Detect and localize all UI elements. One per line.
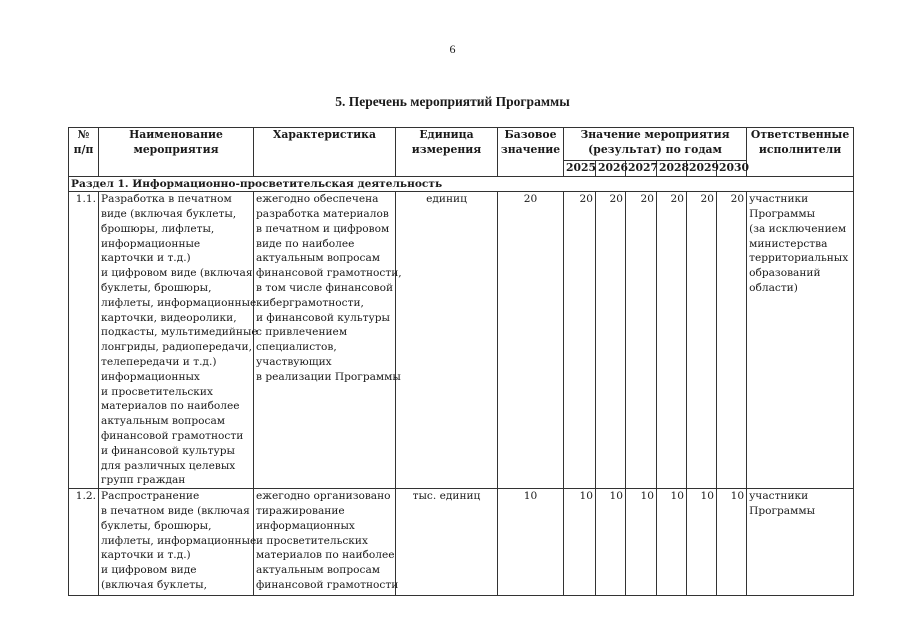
row-value-2027: 20 — [626, 192, 657, 489]
row-value-2028: 20 — [657, 192, 687, 489]
row-value-2029: 10 — [687, 489, 717, 596]
program-activities-table — [68, 127, 854, 596]
row-value-2025: 10 — [564, 489, 596, 596]
header-year: 2028 — [657, 161, 687, 177]
row-name: Распространение в печатном виде (включая буклеты, брошюры, лифлеты, информационные карточки и т.д.) и цифровом виде (включая буклеты, — [99, 489, 254, 596]
page-title: 5. Перечень мероприятий Программы — [335, 94, 570, 109]
row-value-2030: 10 — [717, 489, 747, 596]
row-value-2026: 20 — [596, 192, 626, 489]
row-base-value: 10 — [498, 489, 564, 596]
row-value-2025: 20 — [564, 192, 596, 489]
header-year: 2029 — [687, 161, 717, 177]
header-name: Наименование мероприятия — [99, 128, 254, 177]
page-number: 6 — [449, 42, 456, 56]
header-year: 2027 — [626, 161, 657, 177]
row-value-2028: 10 — [657, 489, 687, 596]
header-year: 2026 — [596, 161, 626, 177]
header-num: № п/п — [69, 128, 99, 177]
header-responsible: Ответственные исполнители — [747, 128, 854, 177]
table-row — [69, 192, 854, 489]
row-value-2029: 20 — [687, 192, 717, 489]
header-base-value: Базовое значение — [498, 128, 564, 177]
row-characteristic: ежегодно обеспечена разработка материалов в печатном и цифровом виде по наиболее актуальным вопросам финансовой грамотности, в том числе финансовой киберграмотности, и финансовой культуры с привлечением специалистов, участвующих в реализации Программы — [254, 192, 396, 489]
header-year: 2025 — [564, 161, 596, 177]
row-num: 1.2. — [69, 489, 99, 596]
row-value-2027: 10 — [626, 489, 657, 596]
row-unit: единиц — [396, 192, 498, 489]
row-name: Разработка в печатном виде (включая буклеты, брошюры, лифлеты, информационные карточки и т.д.) и цифровом виде (включая буклеты, брошюры, лифлеты, информационные карточки, видеоролики, подкасты, мультимедийные лонгриды, радиопередачи, телепередачи и т.д.) информационных и просветительских материалов по наиболее актуальным вопросам финансовой грамотности и финансовой культуры для различных целевых групп граждан — [99, 192, 254, 489]
header-year: 2030 — [717, 161, 747, 177]
table-row — [69, 489, 854, 596]
row-value-2026: 10 — [596, 489, 626, 596]
row-base-value: 20 — [498, 192, 564, 489]
header-unit: Единица измерения — [396, 128, 498, 177]
row-unit: тыс. единиц — [396, 489, 498, 596]
row-num: 1.1. — [69, 192, 99, 489]
header-values-by-year: Значение мероприятия (результат) по годам — [564, 128, 747, 161]
section-heading: Раздел 1. Информационно-просветительская деятельность — [69, 176, 854, 192]
header-characteristic: Характеристика — [254, 128, 396, 177]
row-characteristic: ежегодно организовано тиражирование информационных и просветительских материалов по наиболее актуальным вопросам финансовой грамотности — [254, 489, 396, 596]
row-responsible: участники Программы — [747, 489, 854, 596]
row-responsible: участники Программы (за исключением министерства территориальных образований области) — [747, 192, 854, 489]
row-value-2030: 20 — [717, 192, 747, 489]
